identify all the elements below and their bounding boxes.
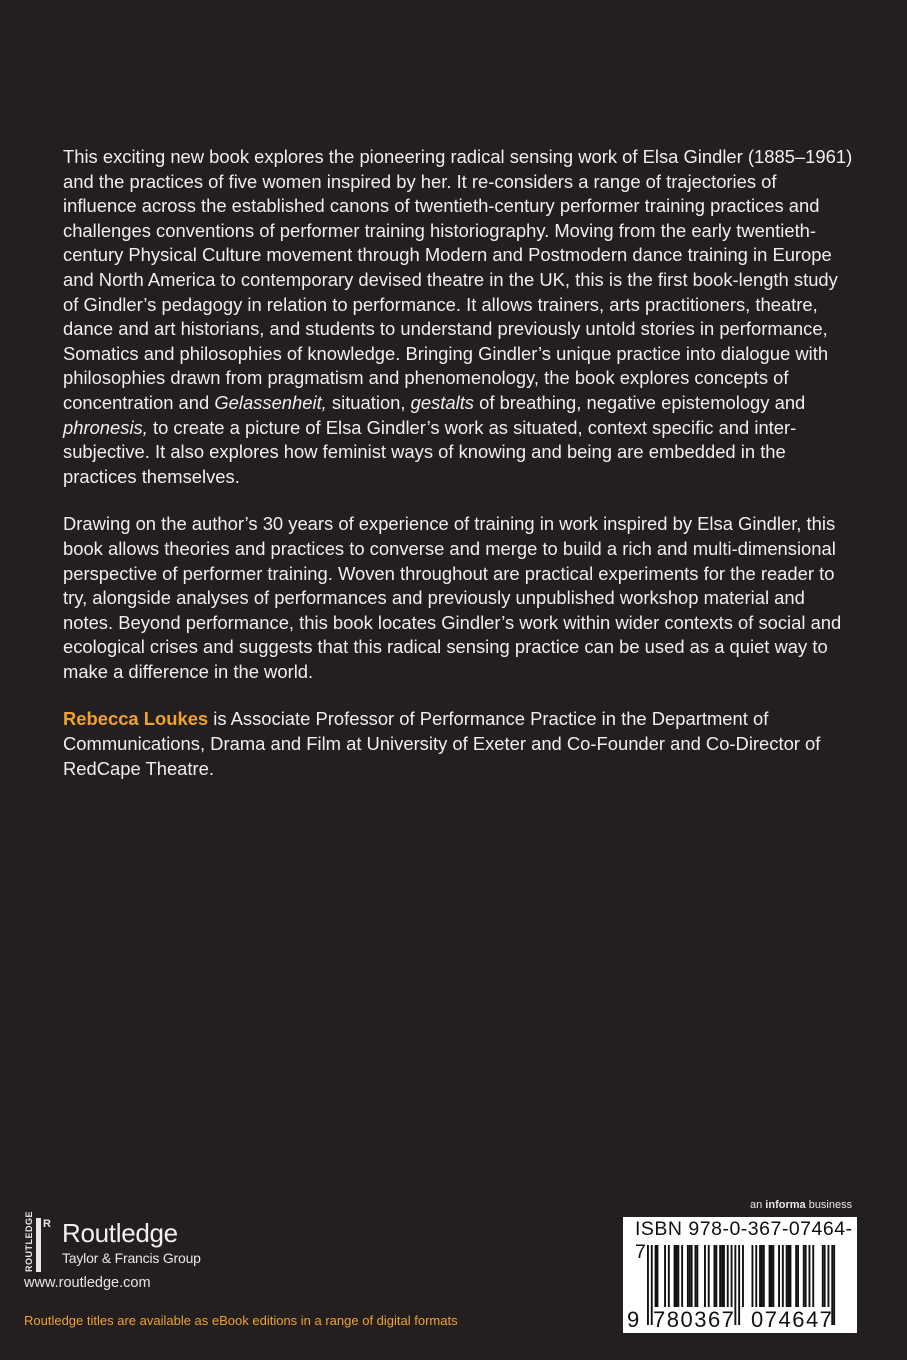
description-italic-term: Gelassenheit,	[214, 391, 327, 413]
barcode-bar	[805, 1245, 807, 1307]
informa-name: informa	[765, 1199, 806, 1211]
author-bio	[63, 707, 853, 781]
description-paragraph-2: Drawing on the author’s 30 years of experience of training in work inspired by Elsa Gindler, this book allows theories and practices to converse and merge to build a rich and multi-dimensional perspective of performer training. Woven throughout are practical experiments for the reader to try, alongside analyses of performances and previously unpublished workshop material and notes. Beyond performance, this book locates Gindler’s work within wider contexts of social and ecological crises and suggests that this radical sensing practice can be used as a quiet way to make a difference in the world.	[63, 513, 842, 682]
isbn-text: ISBN 978-0-367-07464-7	[635, 1218, 853, 1263]
barcode-bar	[719, 1245, 721, 1307]
description-paragraph-1	[63, 145, 853, 489]
barcode-bar	[708, 1245, 710, 1307]
logo-vertical-text: ROUTLEDGE	[24, 1210, 34, 1272]
barcode-bar	[797, 1245, 799, 1307]
description-italic-term: gestalts	[410, 391, 475, 413]
barcode-bar	[790, 1245, 792, 1307]
barcode-bar	[668, 1245, 670, 1307]
barcode-bar	[788, 1245, 790, 1307]
back-cover-blurb	[63, 145, 853, 804]
barcode-digits-left: 780367	[653, 1307, 736, 1332]
barcode-bar	[738, 1245, 740, 1325]
barcode-bar	[647, 1245, 649, 1325]
description-text: situation,	[326, 391, 411, 413]
barcode-digit-first: 9	[627, 1307, 641, 1332]
barcode-bar	[727, 1245, 729, 1307]
barcode-bar	[795, 1245, 797, 1307]
barcode-bar	[771, 1245, 773, 1307]
ebook-note: Routledge titles are available as eBook editions in a range of digital formats	[24, 1313, 458, 1328]
publisher-logo	[24, 1210, 201, 1272]
barcode-bar	[822, 1245, 824, 1307]
publisher-name: Routledge	[62, 1218, 178, 1248]
barcode-bar	[824, 1245, 826, 1307]
logo-mark-letter: R	[43, 1218, 51, 1230]
isbn-barcode	[623, 1217, 857, 1333]
barcode-bar	[689, 1245, 691, 1307]
description-italic-term: phronesis,	[63, 416, 148, 438]
author-name: Rebecca Loukes	[63, 708, 209, 730]
informa-suffix: business	[805, 1199, 853, 1211]
barcode-bar	[761, 1245, 763, 1307]
barcode-bar	[786, 1245, 788, 1307]
barcode-bar	[769, 1245, 771, 1307]
barcode-bar	[714, 1245, 716, 1307]
barcode-digits-right: 074647	[751, 1307, 834, 1332]
publisher-text	[62, 1218, 201, 1266]
barcode-bar	[782, 1245, 784, 1307]
barcode-bar	[655, 1245, 657, 1307]
barcode-bar	[763, 1245, 765, 1307]
informa-prefix: an	[750, 1199, 766, 1211]
barcode-bar	[812, 1245, 814, 1307]
barcode-bar	[657, 1245, 659, 1307]
barcode-bar	[691, 1245, 693, 1307]
barcode-bar	[809, 1245, 811, 1307]
barcode-bar	[833, 1245, 835, 1325]
barcode-bar	[676, 1245, 678, 1307]
barcode-bar	[742, 1245, 744, 1307]
barcode-bar	[752, 1245, 754, 1307]
barcode-bar	[674, 1245, 676, 1307]
barcode-bar	[803, 1245, 805, 1307]
description-text: to create a picture of Elsa Gindler’s work as situated, context specific and inter-subjective. It also explores how feminist ways of knowing and being are embedded in the practices themselves.	[63, 416, 797, 487]
barcode-bar	[828, 1245, 830, 1307]
routledge-logo-icon	[24, 1210, 54, 1272]
barcode-bar	[695, 1245, 697, 1307]
barcode-bar	[723, 1245, 725, 1307]
barcode-bar	[681, 1245, 683, 1307]
barcode-bar	[731, 1245, 733, 1307]
publisher-group: Taylor & Francis Group	[62, 1250, 201, 1266]
barcode-bar	[704, 1245, 706, 1307]
barcode-bar	[759, 1245, 761, 1307]
author-bio-text: is Associate Professor of Performance Practice in the Department of Communications, Drama and Film at University of Exeter and Co-Founder and Co-Director of RedCape Theatre.	[63, 708, 821, 779]
barcode-bar	[778, 1245, 780, 1307]
barcode-bar	[687, 1245, 689, 1307]
barcode-bar	[677, 1245, 679, 1307]
publisher-url: www.routledge.com	[24, 1275, 151, 1291]
barcode-bar	[721, 1245, 723, 1307]
barcode-bar	[715, 1245, 717, 1307]
barcode-bar	[772, 1245, 774, 1307]
barcode-bar	[755, 1245, 757, 1307]
barcode-bar	[696, 1245, 698, 1307]
description-text: This exciting new book explores the pioneering radical sensing work of Elsa Gindler (1885–1961) and the practices of five women inspired by her. It re-considers a range of trajectories of influence across the established canons of twentieth-century performer training practices and challenges conventions of performer training historiography. Moving from the early twentieth-century Physical Culture movement through Modern and Postmodern dance training in Europe and North America to contemporary devised theatre in the UK, this is the first book-length study of Gindler’s pedagogy in relation to performance. It allows trainers, arts practitioners, theatre, dance and art historians, and students to understand previously untold stories in performance, Somatics and philosophies of knowledge. Bringing Gindler’s unique practice into dialogue with philosophies drawn from pragmatism and phenomenology, the book explores concepts of concentration and	[63, 146, 853, 413]
barcode-bar	[664, 1245, 666, 1307]
logo-bar	[36, 1218, 41, 1272]
description-text: of breathing, negative epistemology and	[474, 391, 806, 413]
informa-tagline	[750, 1199, 852, 1211]
